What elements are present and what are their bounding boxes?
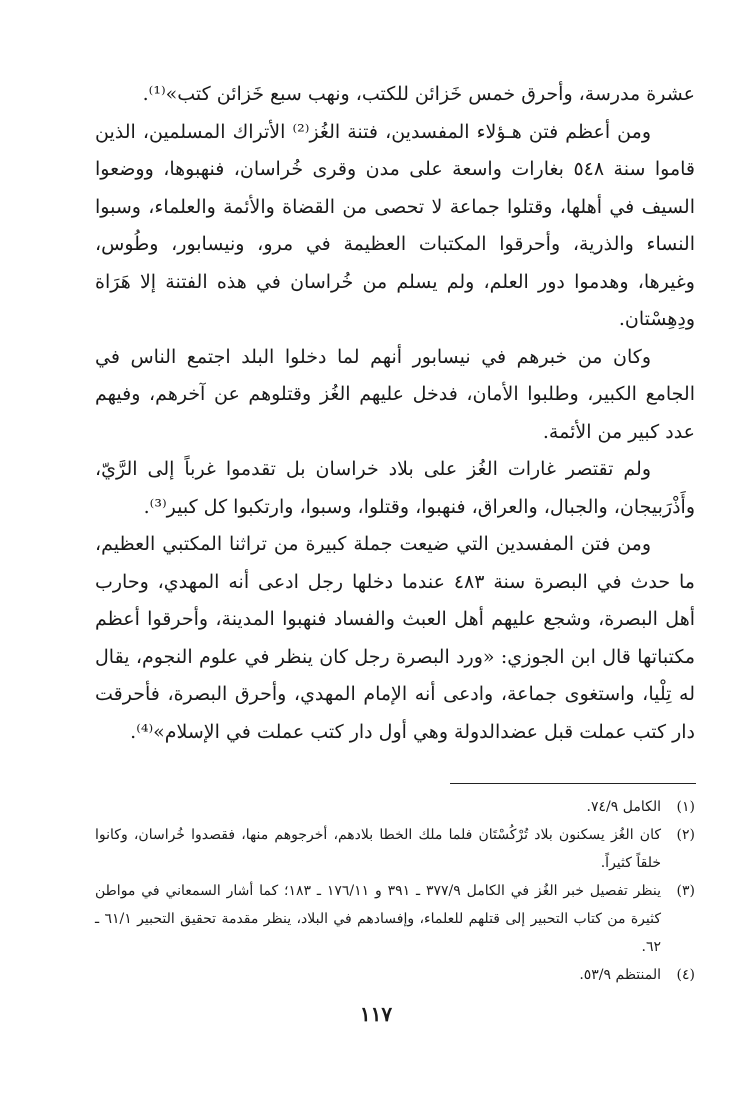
footnote-text: كان الغُز يسكنون بلاد تُرْكُسْتَان فلما ملك الخطا بلادهم، أخرجوهم منها، فقصدوا خُراسان، وكانوا خلقاً كثيراً.	[95, 827, 661, 871]
main-text	[95, 76, 695, 751]
footnote-1	[95, 793, 695, 821]
paragraph-4: ولم تقتصر غارات الغُز على بلاد خراسان بل تقدموا غرباً إلى الرَّيّ، وأَذْرَبيجان، والجبال، والعراق، فنهبوا، وقتلوا، وسبوا، وارتكبوا كل كبير⁽³⁾.	[95, 458, 695, 518]
paragraph-5: ومن فتن المفسدين التي ضيعت جملة كبيرة من تراثنا المكتبي العظيم، ما حدث في البصرة سنة ٤٨٣ عندما دخلها رجل ادعى أنه المهدي، وحارب أهل البصرة، وشجع عليهم أهل العبث والفساد فنهبوا المدينة، وأحرقوا أعظم مكتباتها قال ابن الجوزي: «ورد البصرة رجل كان ينظر في علوم النجوم، يقال له تِلْيا، واستغوى جماعة، وادعى أنه الإمام المهدي، وأحرق البصرة، فأحرقت دار كتب عملت قبل عضدالدولة وهي أول دار كتب عملت في الإسلام»⁽⁴⁾.	[95, 533, 695, 743]
paragraph-2: ومن أعظم فتن هـؤلاء المفسدين، فتنة الغُز⁽²⁾ الأتراك المسلمين، الذين قاموا سنة ٥٤٨ بغارات واسعة على مدن وقرى خُراسان، فنهبوها، ووضعوا السيف في أهلها، وقتلوا جماعة لا تحصى من القضاة والأئمة والعلماء، وسبوا النساء والذرية، وأحرقوا المكتبات العظيمة في مرو، ونيسابور، وطُوس، وغيرها، وهدموا دور العلم، ولم يسلم من خُراسان في هذه الفتنة إلا هَرَاة ودِهِسْتان.	[95, 120, 696, 330]
footnote-text: ينظر تفصيل خبر الغُز في الكامل ٣٧٧/٩ ـ ٣٩١ و ١٧٦/١١ ـ ١٨٣؛ كما أشار السمعاني في مواطن كثيرة من كتاب التحبير إلى قتلهم للعلماء، وإفسادهم في البلاد، ينظر مقدمة تحقيق التحبير ٦١/١ ـ ٦٢.	[95, 883, 661, 955]
footnote-2	[95, 821, 695, 877]
footnote-4	[95, 961, 695, 989]
page-number: ١١٧	[359, 1002, 393, 1026]
footnote-number: (٣)	[676, 883, 695, 899]
footnote-separator	[450, 783, 696, 784]
footnote-text: الكامل ٧٤/٩.	[586, 799, 661, 815]
footnote-3	[95, 877, 695, 961]
footnote-number: (٢)	[676, 827, 695, 843]
footnote-number: (٤)	[676, 967, 695, 983]
footnotes	[95, 793, 695, 989]
paragraph-1: عشرة مدرسة، وأحرق خمس خَزائن للكتب، ونهب سبع خَزائن كتب»⁽¹⁾.	[142, 83, 695, 105]
footnote-text: المنتظم ٥٣/٩.	[579, 967, 661, 983]
footnote-number: (١)	[676, 799, 695, 815]
paragraph-3: وكان من خبرهم في نيسابور أنهم لما دخلوا البلد اجتمع الناس في الجامع الكبير، وطلبوا الأمان، فدخل عليهم الغُز وقتلوهم عن آخرهم، وفيهم عدد كبير من الأئمة.	[95, 345, 695, 443]
